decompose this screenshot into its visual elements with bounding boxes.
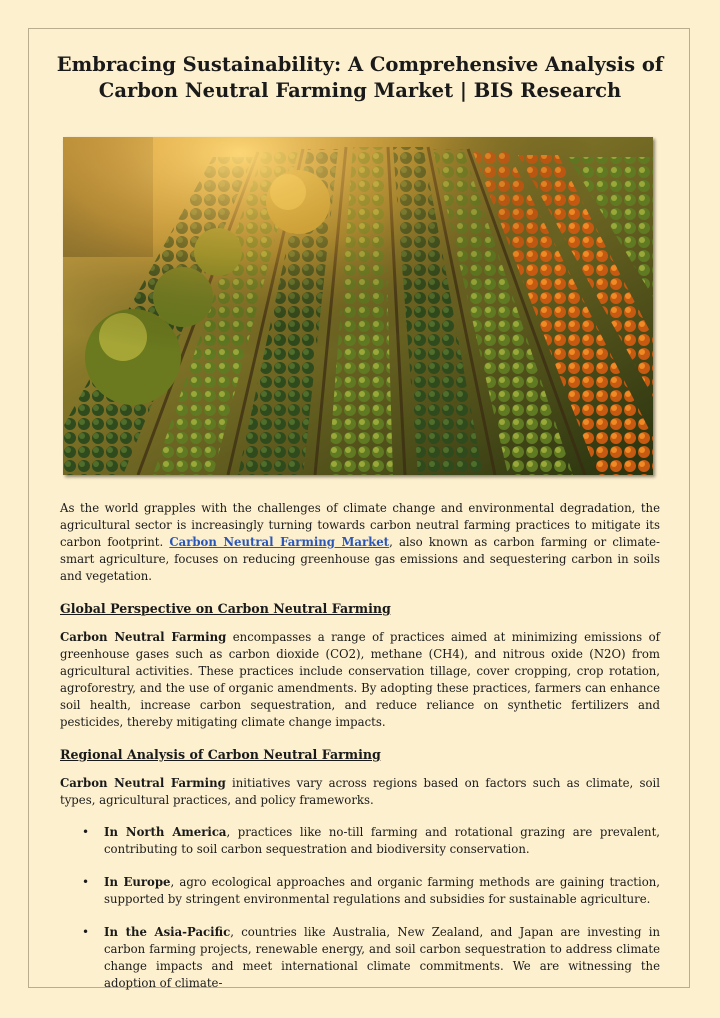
intro-text-2: , also known as carbon farming or climate-smart agriculture, focuses on reducing greenhouse gas emissions and sequestering carbon in soils and vegetation.: [60, 535, 661, 583]
title-line-2: Carbon Neutral Farming Market | BIS Research: [98, 79, 622, 102]
bullet-lead: In the Asia-Pacific: [104, 925, 231, 939]
section-regional-paragraph: [60, 775, 660, 809]
lead-term: Carbon Neutral Farming: [60, 630, 227, 644]
bullet-text: , practices like no-till farming and rotational grazing are prevalent, contributing to soil carbon sequestration and biodiversity conservation.: [104, 825, 660, 856]
document-title: [40, 52, 680, 104]
bullet-lead: In Europe: [104, 875, 171, 889]
section-heading-global: Global Perspective on Carbon Neutral Farming: [60, 601, 391, 616]
regional-bullet-list: [60, 824, 660, 992]
list-item: [60, 874, 660, 908]
aerial-farm-rows-photo: [63, 137, 653, 475]
section-heading-regional: Regional Analysis of Carbon Neutral Farming: [60, 747, 381, 762]
section-global-paragraph: [60, 629, 660, 731]
intro-paragraph: [60, 500, 660, 585]
document-body: [60, 500, 660, 1008]
bullet-text: , agro ecological approaches and organic farming methods are gaining traction, supported by stringent environmental regulations and subsidies for sustainable agriculture.: [104, 875, 660, 906]
list-item: [60, 824, 660, 858]
bullet-icon: •: [82, 925, 90, 939]
bullet-icon: •: [82, 825, 90, 839]
lead-term: Carbon Neutral Farming: [60, 776, 226, 790]
section-global-text: encompasses a range of practices aimed at minimizing emissions of greenhouse gases such as carbon dioxide (CO2), methane (CH4), and nitrous oxide (N2O) from agricultural activities. These practices include conservation tillage, cover cropping, crop rotation, agroforestry, and the use of organic amendments. By adopting these practices, farmers can enhance soil health, increase carbon sequestration, and reduce reliance on synthetic fertilizers and pesticides, thereby mitigating climate change impacts.: [60, 630, 661, 729]
bullet-icon: •: [82, 875, 90, 889]
carbon-neutral-farming-market-link[interactable]: Carbon Neutral Farming Market: [169, 535, 390, 549]
bullet-lead: In North America: [104, 825, 227, 839]
title-line-1: Embracing Sustainability: A Comprehensive Analysis of: [56, 53, 664, 76]
list-item: [60, 924, 660, 992]
intro-text-1: As the world grapples with the challenges of climate change and environmental degradation, the agricultural sector is increasingly turning towards carbon neutral farming practices to mitigate its carbon footprint.: [60, 501, 660, 549]
section-regional-text: initiatives vary across regions based on factors such as climate, soil types, agricultural practices, and policy frameworks.: [60, 776, 660, 807]
bullet-text: , countries like Australia, New Zealand, and Japan are investing in carbon farming projects, renewable energy, and soil carbon sequestration to address climate change impacts and meet international climate commitments. We are witnessing the adoption of climate-: [104, 925, 660, 990]
